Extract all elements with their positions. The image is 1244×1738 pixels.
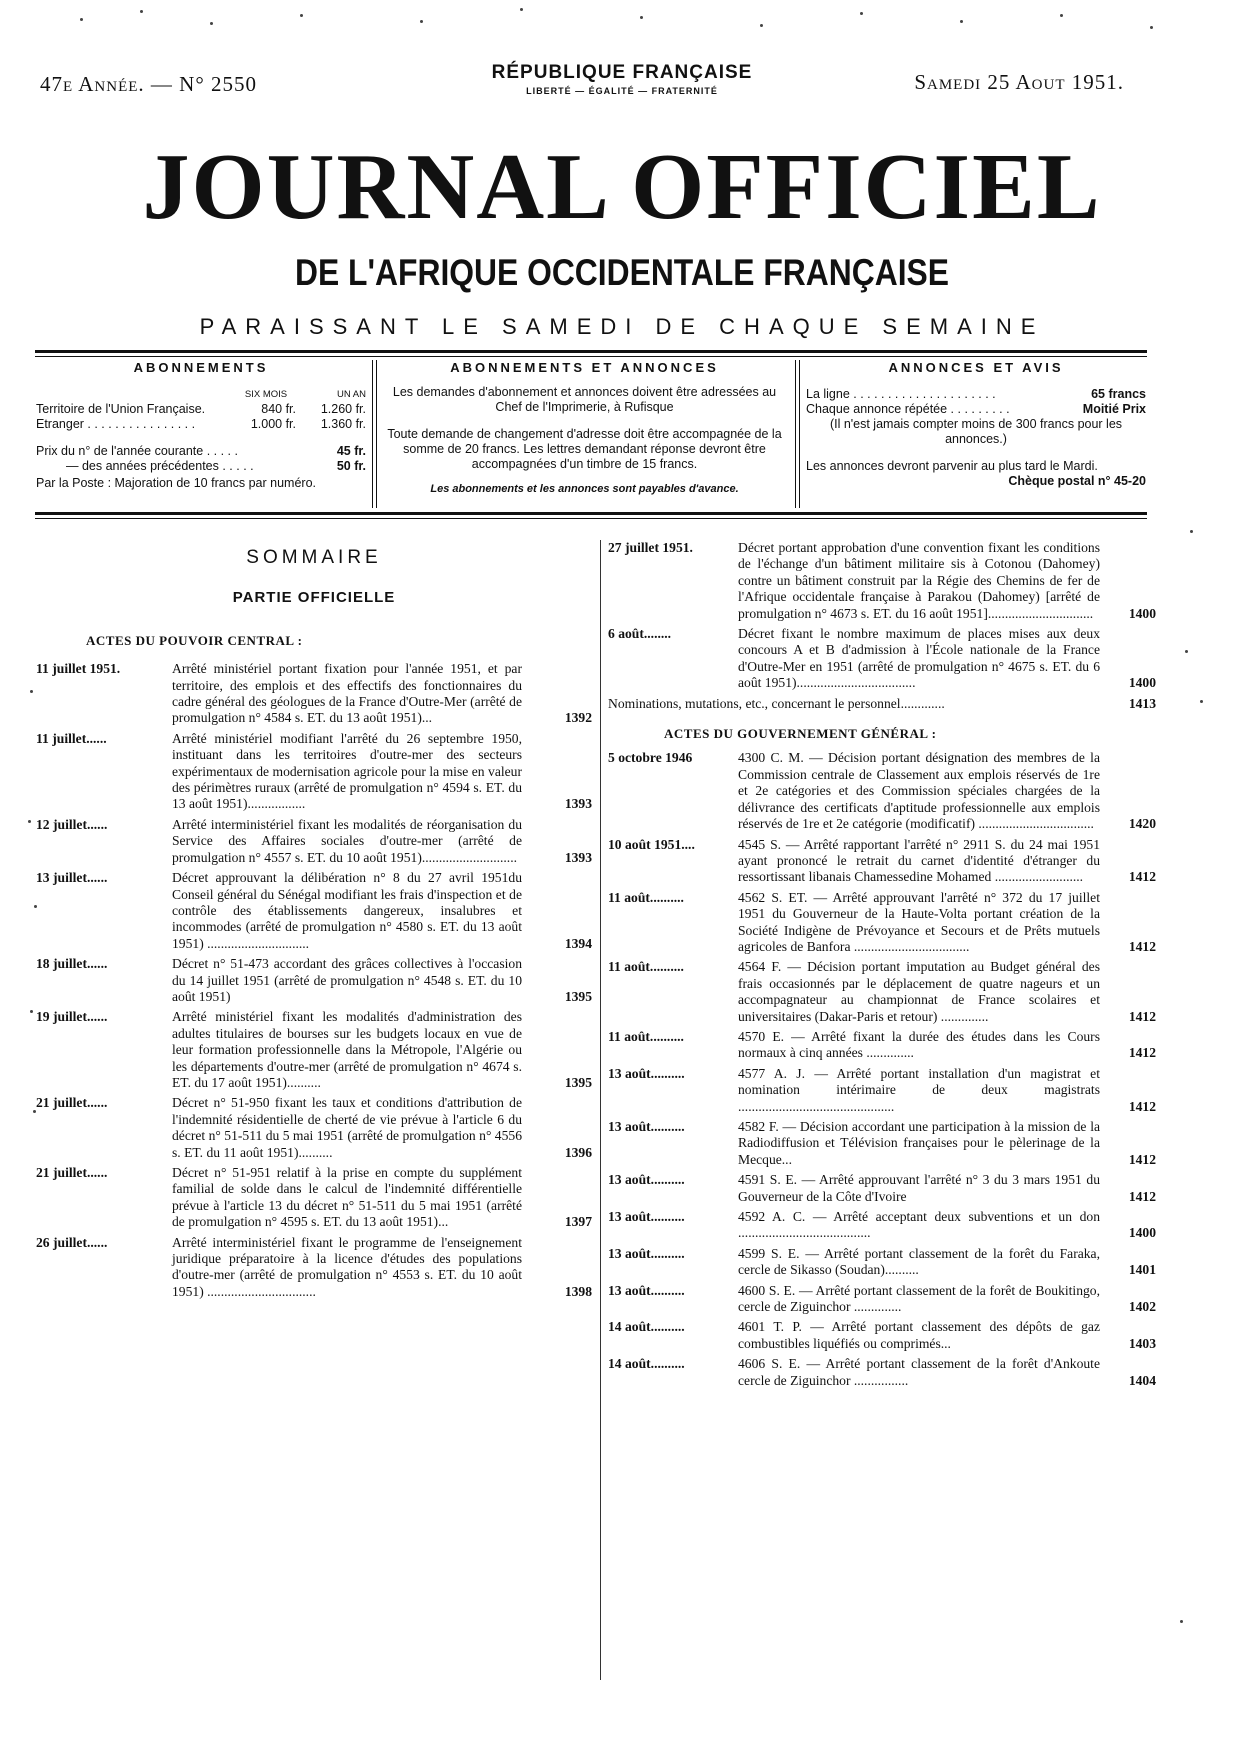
entry-text: 4577 A. J. — Arrêté portant installation d'un magistrat et nomination intérimaire de deux magistrats .............................................. [738, 1065, 1100, 1114]
scan-speck [34, 905, 37, 908]
entry-text: Décret n° 51-473 accordant des grâces collectives à l'occasion du 14 juillet 1951 (arrêté de promulgation n° 4548 s. ET. du 10 août 1951) [172, 956, 522, 1004]
box-divider-2 [795, 360, 800, 508]
sommaire-title: SOMMAIRE [246, 547, 382, 568]
scan-speck [1190, 530, 1193, 533]
entry-date: 21 juillet...... [36, 1095, 108, 1111]
issue-year: 47e Année. [40, 72, 145, 96]
scan-speck [1200, 700, 1203, 703]
entry-page: 1412 [1128, 1098, 1156, 1114]
sommaire-entry [608, 890, 1156, 956]
entry-date: 6 août........ [608, 626, 672, 642]
sommaire-entry [608, 1246, 1156, 1279]
price-row-current [36, 444, 366, 459]
entry-date: 10 août 1951.... [608, 836, 695, 852]
box-divider-1 [372, 360, 377, 508]
entry-date: 5 octobre 1946 [608, 750, 693, 766]
sommaire-entry [36, 1009, 592, 1091]
subscriptions-title: ABONNEMENTS [133, 360, 269, 375]
entry-page: 1412 [1128, 938, 1156, 954]
entry-page: 1403 [1128, 1335, 1156, 1351]
payment-note: Les abonnements et les annonces sont payables d'avance. [430, 483, 739, 495]
sommaire-entry [608, 837, 1156, 886]
price-previous-label: — des années précédentes . . . . . [66, 459, 254, 473]
entry-page: 1404 [1128, 1372, 1156, 1388]
left-entries-list [36, 661, 592, 1300]
entry-date: 11 juillet...... [36, 730, 107, 746]
scan-speck [140, 10, 143, 13]
six-months-header: SIX MOIS [244, 389, 288, 400]
line-price-row [806, 387, 1146, 402]
repeat-price-row [806, 402, 1146, 417]
ads-notices-title: ANNONCES ET AVIS [888, 360, 1064, 375]
scan-speck [300, 14, 303, 17]
scan-speck [1185, 650, 1188, 653]
entry-text: 4600 S. E. — Arrêté portant classement de la forêt de Boukitingo, cercle de Ziguinchor .............. [738, 1282, 1100, 1315]
postal-note: Par la Poste : Majoration de 10 francs par numéro. [36, 476, 317, 490]
entry-text: Arrêté ministériel portant fixation pour l'année 1951, et par territoire, des emplois et des effectifs des fonctionnaires du cadre général des géologues de la France d'Outre-Mer (arrêté de promulgation n° 4584 s. ET. du 13 août 1951)... [172, 661, 522, 726]
entry-date: 11 août.......... [608, 959, 684, 975]
entry-date: 13 août.......... [608, 1209, 685, 1225]
scan-speck [1150, 26, 1153, 29]
price-one-year: 1.360 fr. [320, 417, 366, 431]
price-previous-value: 50 fr. [336, 459, 366, 473]
entry-date: 14 août.......... [608, 1356, 685, 1372]
pouvoir-central-heading: ACTES DU POUVOIR CENTRAL : [86, 632, 303, 648]
entry-text: 4606 S. E. — Arrêté portant classement de la forêt d'Ankoute cercle de Ziguinchor ................ [738, 1356, 1100, 1388]
entry-date: 11 août.......... [608, 1028, 684, 1044]
entry-text: 4545 S. — Arrêté rapportant l'arrêté n° 2911 S. du 24 mai 1951 ayant prononcé le retrait du carnet d'identité d'étranger du ressortissant libanais Chamessedine Mohamed .......................... [738, 836, 1100, 885]
scan-speck [960, 20, 963, 23]
top-rule-thin [35, 356, 1147, 357]
entry-page: 1400 [1128, 1225, 1156, 1241]
scan-speck [33, 1110, 36, 1113]
entry-page: 1395 [564, 988, 592, 1004]
entry-page: 1401 [1128, 1262, 1156, 1278]
entry-date: 27 juillet 1951. [608, 540, 693, 555]
sommaire-entry [36, 817, 592, 866]
scan-speck [420, 20, 423, 23]
sommaire-entry [608, 1172, 1156, 1205]
subscriptions-ads-box [382, 360, 787, 508]
gouvernement-general-heading: ACTES DU GOUVERNEMENT GÉNÉRAL : [664, 726, 937, 742]
price-row-previous [36, 459, 366, 474]
nominations-text: Nominations, mutations, etc., concernant le personnel............. [608, 695, 945, 711]
entry-text: 4601 T. P. — Arrêté portant classement des dépôts de gaz combustibles liquéfiés ou comprimés... [738, 1319, 1100, 1351]
entry-date: 14 août.......... [608, 1319, 685, 1335]
right-entries-top-list [608, 540, 1156, 692]
repeat-price-label: Chaque annonce répétée . . . . . . . . . [806, 402, 1010, 416]
entry-date: 12 juillet...... [36, 816, 108, 832]
sommaire-entry [36, 1165, 592, 1231]
entry-page: 1412 [1128, 869, 1156, 885]
entry-text: 4599 S. E. — Arrêté portant classement de la forêt du Faraka, cercle de Sikasso (Soudan).......... [738, 1245, 1100, 1278]
sommaire-entry [608, 1209, 1156, 1242]
sommaire-right-column [608, 540, 1156, 1393]
scan-speck [210, 22, 213, 25]
entry-text: Arrêté interministériel fixant les modalités de réorganisation du Service des Affaires sociales d'outre-mer (arrêté de promulgation n° 4557 s. ET. du 10 août 1951)............................ [172, 816, 522, 865]
entry-page: 1397 [564, 1214, 592, 1230]
entry-text: Décret n° 51-951 relatif à la prise en compte du supplément familial de solde dans le calcul de l'indemnité différentielle prévue à l'article 13 du décret n° 51-511 du 5 mai 1951 (arrêté de promulgation n° 4595 s. ET. du 13 août 1951)... [172, 1165, 522, 1230]
entry-text: Décret fixant le nombre maximum de places mises aux deux concours A et B d'admission à l'École nationale de la France d'Outre-Mer en 1951 (arrêté de promulgation n° 4675 s. ET. du 6 août 1951)................................... [738, 626, 1100, 691]
entry-text: 4592 A. C. — Arrêté acceptant deux subventions et un don ....................................... [738, 1209, 1100, 1241]
price-row-label: Etranger . . . . . . . . . . . . . . . . [36, 417, 196, 431]
partie-officielle-heading: PARTIE OFFICIELLE [232, 589, 396, 607]
repeat-price-value: Moitié Prix [1082, 402, 1146, 416]
entry-date: 11 août.......... [608, 889, 684, 905]
sommaire-entry [608, 626, 1156, 692]
entry-page: 1420 [1128, 816, 1156, 832]
scan-speck [760, 24, 763, 27]
subscriptions-ads-title: ABONNEMENTS ET ANNONCES [450, 360, 719, 375]
entry-text: 4582 F. — Décision accordant une participation à la mission de la Radiodiffusion et Télévision françaises pour le pèlerinage de la Mecque... [738, 1119, 1100, 1167]
price-current-label: Prix du n° de l'année courante . . . . . [36, 444, 238, 458]
top-rule [35, 350, 1147, 353]
minimum-note: (Il n'est jamais compter moins de 300 francs pour les annonces.) [829, 417, 1123, 446]
sommaire-entry [608, 959, 1156, 1025]
entry-page: 1394 [564, 935, 592, 951]
entry-page: 1412 [1128, 1008, 1156, 1024]
entry-text: 4591 S. E. — Arrêté approuvant l'arrêté n° 3 du 3 mars 1951 du Gouverneur de la Côte d'Ivoire [738, 1172, 1100, 1204]
entry-page: 1393 [564, 849, 592, 865]
sommaire-entry [36, 731, 592, 813]
scan-speck [860, 12, 863, 15]
sommaire-entry [608, 1119, 1156, 1168]
entry-page: 1402 [1128, 1299, 1156, 1315]
scan-speck [28, 820, 31, 823]
entry-date: 11 juillet 1951. [36, 661, 121, 677]
entry-page: 1395 [564, 1074, 592, 1090]
scan-speck [640, 16, 643, 19]
entry-date: 19 juillet...... [36, 1009, 108, 1025]
line-price-label: La ligne . . . . . . . . . . . . . . . . . . . . . [806, 387, 996, 401]
sommaire-entry [608, 1283, 1156, 1316]
sommaire-entry [608, 1319, 1156, 1352]
scan-speck [520, 8, 523, 11]
sommaire-entry [36, 661, 592, 727]
entry-page: 1400 [1128, 605, 1156, 621]
entry-date: 13 août.......... [608, 1065, 685, 1081]
scan-speck [1060, 14, 1063, 17]
entry-date: 13 août.......... [608, 1245, 685, 1261]
sommaire-left-column [36, 540, 592, 1304]
entry-date: 26 juillet...... [36, 1234, 108, 1250]
entry-date: 13 août.......... [608, 1172, 685, 1188]
ads-notices-box [806, 360, 1146, 508]
entry-date: 13 juillet...... [36, 870, 108, 886]
entry-page: 1412 [1128, 1045, 1156, 1061]
address-change-note: Toute demande de changement d'adresse doit être accompagnée de la somme de 20 francs. Les lettres demandant réponse devront être accompagnées d'un timbre de 15 francs. [387, 427, 782, 471]
price-row-label: Territoire de l'Union Française. [36, 402, 206, 416]
sommaire-entry [608, 1066, 1156, 1115]
bottom-rule-thin [35, 518, 1147, 519]
entry-text: Arrêté ministériel fixant les modalités d'administration des adultes titulaires de bourses sur les budgets locaux en vue de leur formation professionnelle dans la Métropole, l'Algérie ou les départements d'outre-mer (arrêté de promulgation n° 4674 s. ET. du 17 août 1951).......... [172, 1009, 522, 1090]
entry-date: 13 août.......... [608, 1282, 685, 1298]
entry-date: 18 juillet...... [36, 956, 108, 972]
sommaire-entry [36, 870, 592, 952]
issue-date: Samedi 25 Aout 1951. [914, 70, 1124, 94]
deadline-note: Les annonces devront parvenir au plus tard le Mardi. [806, 459, 1098, 473]
sommaire-entry [608, 1356, 1156, 1389]
subscriptions-box [36, 360, 366, 508]
price-six-months: 840 fr. [261, 402, 296, 416]
journal-subtitle: DE L'AFRIQUE OCCIDENTALE FRANÇAISE [294, 252, 949, 293]
entry-text: 4562 S. ET. — Arrêté approuvant l'arrêté n° 372 du 17 juillet 1951 du Gouverneur de la Haute-Volta portant création de la Société Indigène de Prévoyance et Secours et de Prêts mutuels agricoles de Banfora .................................. [738, 889, 1100, 954]
entry-date: 13 août.......... [608, 1119, 685, 1134]
sommaire-entry [608, 750, 1156, 832]
one-year-header: UN AN [336, 389, 366, 400]
sommaire-entry [608, 1029, 1156, 1062]
entry-text: Décret approuvant la délibération n° 8 du 27 avril 1951du Conseil général du Sénégal modifiant les frais d'inspection et de contrôle des établissements dangereux, insalubres et incommodes (arrêté de promulgation n° 4580 s. ET. du 13 août 1951) .............................. [172, 870, 522, 951]
issue-number: — N° 2550 [150, 72, 257, 96]
postal-cheque: Chèque postal n° 45-20 [1008, 474, 1146, 488]
entry-page: 1392 [564, 710, 592, 726]
sommaire-entry [36, 1095, 592, 1161]
publication-frequency: PARAISSANT LE SAMEDI DE CHAQUE SEMAINE [199, 314, 1045, 339]
nominations-entry [608, 696, 1156, 712]
journal-title: JOURNAL OFFICIEL [142, 135, 1102, 239]
scan-speck [30, 690, 33, 693]
entry-text: Décret n° 51-950 fixant les taux et conditions d'attribution de l'indemnité résidentielle de cherté de vie prévue à l'article 6 du décret n° 51-511 du 5 mai 1951 (arrêté de promulgation n° 4556 s. ET. du 11 août 1951).......... [172, 1095, 522, 1160]
scan-speck [30, 1010, 33, 1013]
nominations-page: 1413 [1128, 695, 1156, 711]
price-current-value: 45 fr. [336, 444, 366, 458]
right-entries-list [608, 750, 1156, 1389]
scan-speck [80, 18, 83, 21]
republic-motto: LIBERTÉ — ÉGALITÉ — FRATERNITÉ [526, 86, 718, 96]
column-separator [600, 540, 601, 1680]
entry-page: 1396 [564, 1144, 592, 1160]
entry-text: 4300 C. M. — Décision portant désignation des membres de la Commission centrale de Classement aux emplois réservés de 1re et 2e catégories et des Commission spéciales chargées de la délivrance des certificats d'aptitude professionnelle aux emplois réservés de 1re et 2e catégorie (modificatif) .................................. [738, 750, 1100, 832]
entry-text: Arrêté ministériel modifiant l'arrêté du 26 septembre 1950, instituant dans les territoires d'outre-mer des secteurs expérimentaux de modernisation agricole pour la mise en valeur des périmètres ruraux (arrêté de promulgation n° 4594 s. ET. du 13 août 1951)................. [172, 730, 522, 812]
entry-text: 4570 E. — Arrêté fixant la durée des études dans les Cours normaux à cinq années .............. [738, 1028, 1100, 1061]
entry-page: 1400 [1128, 675, 1156, 691]
price-row-union [36, 402, 366, 417]
entry-page: 1398 [564, 1283, 592, 1299]
entry-text: Décret portant approbation d'une convention fixant les conditions de l'échange d'un bâtiment militaire sis à Cotonou (Dahomey) contre un bâtiment construit par la Régie des Chemins de fer de l'Afrique occidentale française à Parakou (Dahomey) [arrêté de promulgation n° 4673 s. ET. du 16 août 1951]............................... [738, 540, 1100, 621]
sommaire-entry [608, 540, 1156, 622]
entry-text: 4564 F. — Décision portant imputation au Budget général des frais occasionnés par le déplacement de quatre nageurs et un accompagnateur au championnat de France scolaires et universitaires (Dakar-Paris et retour) .............. [738, 959, 1100, 1024]
entry-text: Arrêté interministériel fixant le programme de l'enseignement juridique préparatoire à la licence d'études des populations d'outre-mer (arrêté de promulgation n° 4553 s. ET. du 10 août 1951) ................................ [172, 1234, 522, 1299]
price-one-year: 1.260 fr. [320, 402, 366, 416]
entry-page: 1393 [564, 796, 592, 812]
entry-date: 21 juillet...... [36, 1165, 108, 1180]
sommaire-entry [36, 956, 592, 1005]
price-row-foreign [36, 417, 366, 432]
orders-note: Les demandes d'abonnement et annonces doivent être adressées au Chef de l'Imprimerie, à Rufisque [392, 385, 777, 414]
line-price-value: 65 francs [1091, 387, 1146, 401]
republic-name: RÉPUBLIQUE FRANÇAISE [491, 62, 753, 83]
entry-page: 1412 [1128, 1151, 1156, 1167]
price-six-months: 1.000 fr. [250, 417, 296, 431]
scan-speck [1180, 1620, 1183, 1623]
bottom-rule [35, 512, 1147, 515]
entry-page: 1412 [1128, 1188, 1156, 1204]
sommaire-entry [36, 1235, 592, 1301]
